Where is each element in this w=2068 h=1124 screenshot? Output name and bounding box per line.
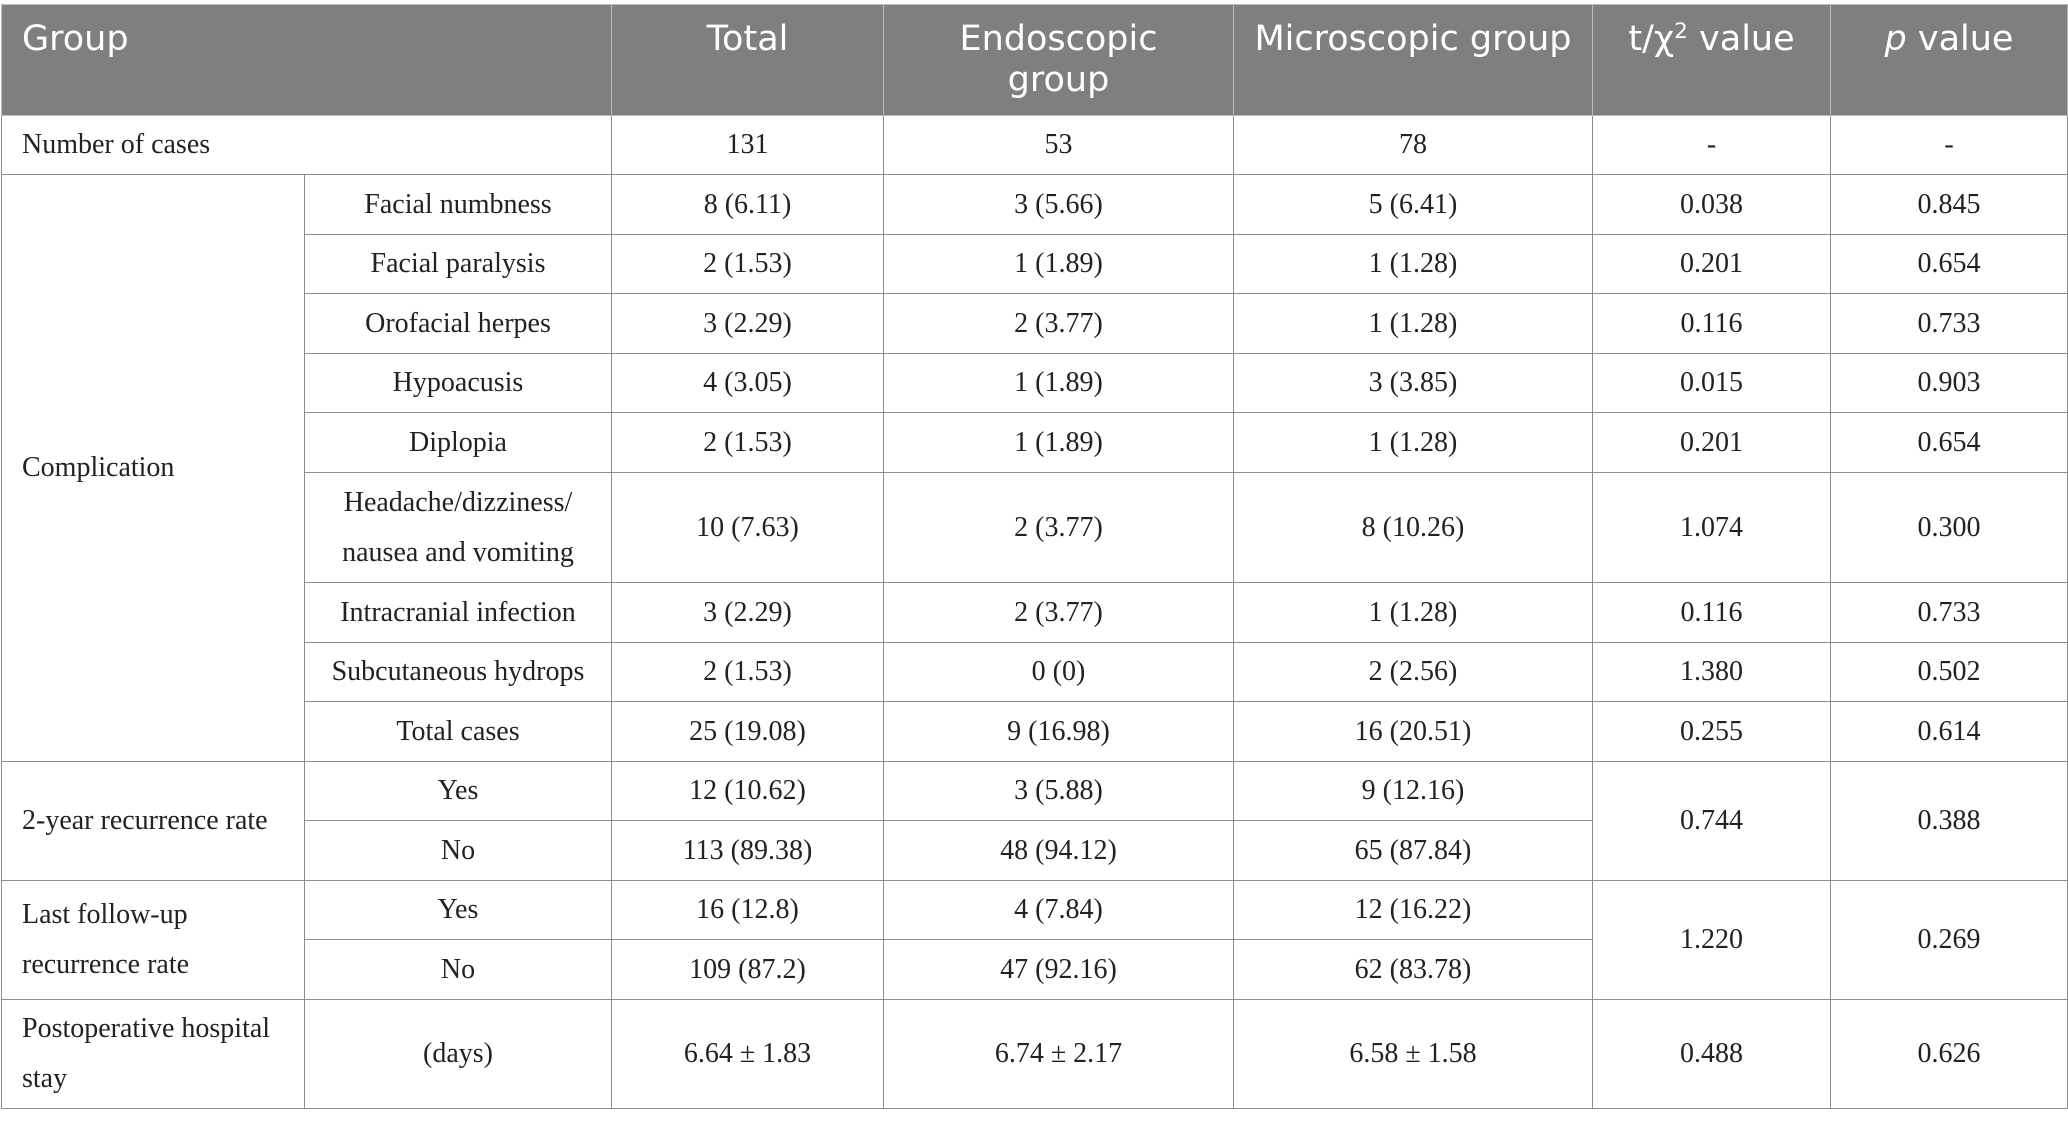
cell-endoscopic: 53 [884,116,1234,175]
cell-stat: 0.255 [1593,702,1831,762]
cell-endoscopic: 2 (3.77) [884,473,1234,583]
header-stat-sup: 2 [1674,19,1688,45]
cell-microscopic: 62 (83.78) [1234,940,1593,1000]
table-row [2,881,2068,940]
cell-p: - [1831,116,2068,175]
row-label: Orofacial herpes [305,294,612,354]
cell-p: 0.502 [1831,643,2068,702]
cell-endoscopic: 1 (1.89) [884,413,1234,473]
header-microscopic: Microscopic group [1234,5,1593,116]
row-label: Diplopia [305,413,612,473]
cell-microscopic: 78 [1234,116,1593,175]
table-row [2,235,2068,294]
row-label: Facial numbness [305,175,612,235]
cell-total: 2 (1.53) [612,643,884,702]
cell-endoscopic: 1 (1.89) [884,354,1234,413]
header-row [2,5,2068,116]
cell-p: 0.733 [1831,583,2068,643]
cell-p: 0.614 [1831,702,2068,762]
cell-endoscopic: 48 (94.12) [884,821,1234,881]
cell-total: 10 (7.63) [612,473,884,583]
table-row [2,175,2068,235]
header-total: Total [612,5,884,116]
cell-endoscopic: 4 (7.84) [884,881,1234,940]
recur2-label: 2-year recurrence rate [2,762,305,881]
row-label: (days) [305,1000,612,1109]
header-group: Group [2,5,612,116]
cell-p: 0.269 [1831,881,2068,1000]
cell-stat: 0.488 [1593,1000,1831,1109]
cell-p: 0.903 [1831,354,2068,413]
row-label: Intracranial infection [305,583,612,643]
cell-stat: 0.116 [1593,583,1831,643]
cell-endoscopic: 47 (92.16) [884,940,1234,1000]
row-label: Headache/dizziness/ nausea and vomiting [305,473,612,583]
cell-total: 12 (10.62) [612,762,884,821]
cell-total: 131 [612,116,884,175]
cell-total: 113 (89.38) [612,821,884,881]
cell-stat: 0.038 [1593,175,1831,235]
cell-endoscopic: 3 (5.66) [884,175,1234,235]
row-label: No [305,940,612,1000]
cell-p: 0.654 [1831,413,2068,473]
header-endoscopic: Endoscopic group [884,5,1234,116]
cell-microscopic: 8 (10.26) [1234,473,1593,583]
header-p-suffix: value [1906,19,2014,59]
cell-p: 0.733 [1831,294,2068,354]
row-label: No [305,821,612,881]
cell-microscopic: 1 (1.28) [1234,583,1593,643]
cell-total: 3 (2.29) [612,583,884,643]
table-row [2,354,2068,413]
cell-stat: 0.201 [1593,235,1831,294]
table-row [2,116,2068,175]
stay-label: Postoperative hospital stay [2,1000,305,1109]
cell-p: 0.845 [1831,175,2068,235]
cases-label: Number of cases [2,116,612,175]
header-stat [1593,5,1831,116]
row-label: Total cases [305,702,612,762]
cell-total: 6.64 ± 1.83 [612,1000,884,1109]
cell-endoscopic: 9 (16.98) [884,702,1234,762]
cell-microscopic: 6.58 ± 1.58 [1234,1000,1593,1109]
cell-endoscopic: 2 (3.77) [884,583,1234,643]
cell-endoscopic: 3 (5.88) [884,762,1234,821]
cell-total: 4 (3.05) [612,354,884,413]
cell-total: 16 (12.8) [612,881,884,940]
cell-microscopic: 5 (6.41) [1234,175,1593,235]
cell-microscopic: 2 (2.56) [1234,643,1593,702]
table-row [2,473,2068,583]
cell-p: 0.388 [1831,762,2068,881]
cell-stat: 0.116 [1593,294,1831,354]
row-label: Hypoacusis [305,354,612,413]
table-row [2,583,2068,643]
results-table [1,4,2068,1109]
table-row [2,294,2068,354]
table-row [2,702,2068,762]
cell-microscopic: 9 (12.16) [1234,762,1593,821]
cell-stat: 0.015 [1593,354,1831,413]
cell-p: 0.626 [1831,1000,2068,1109]
cell-stat: 1.074 [1593,473,1831,583]
cell-total: 2 (1.53) [612,235,884,294]
cell-stat: 0.201 [1593,413,1831,473]
cell-microscopic: 12 (16.22) [1234,881,1593,940]
cell-stat: 1.380 [1593,643,1831,702]
cell-stat: - [1593,116,1831,175]
cell-total: 3 (2.29) [612,294,884,354]
table-row [2,413,2068,473]
cell-microscopic: 3 (3.85) [1234,354,1593,413]
cell-endoscopic: 0 (0) [884,643,1234,702]
cell-stat: 0.744 [1593,762,1831,881]
recurlast-label: Last follow-up recurrence rate [2,881,305,1000]
cell-endoscopic: 6.74 ± 2.17 [884,1000,1234,1109]
cell-microscopic: 1 (1.28) [1234,294,1593,354]
cell-total: 2 (1.53) [612,413,884,473]
cell-p: 0.300 [1831,473,2068,583]
table-row [2,762,2068,821]
table-row [2,643,2068,702]
header-p [1831,5,2068,116]
row-label: Yes [305,762,612,821]
header-stat-suffix: value [1687,19,1795,59]
cell-total: 109 (87.2) [612,940,884,1000]
cell-endoscopic: 1 (1.89) [884,235,1234,294]
header-stat-prefix: t/χ [1628,19,1675,59]
table-row [2,1000,2068,1109]
row-label: Yes [305,881,612,940]
row-label: Facial paralysis [305,235,612,294]
cell-microscopic: 1 (1.28) [1234,235,1593,294]
cell-endoscopic: 2 (3.77) [884,294,1234,354]
cell-total: 8 (6.11) [612,175,884,235]
header-p-italic: p [1884,19,1907,59]
row-label: Subcutaneous hydrops [305,643,612,702]
complication-label: Complication [2,175,305,762]
cell-total: 25 (19.08) [612,702,884,762]
cell-microscopic: 65 (87.84) [1234,821,1593,881]
cell-p: 0.654 [1831,235,2068,294]
cell-stat: 1.220 [1593,881,1831,1000]
cell-microscopic: 1 (1.28) [1234,413,1593,473]
cell-microscopic: 16 (20.51) [1234,702,1593,762]
